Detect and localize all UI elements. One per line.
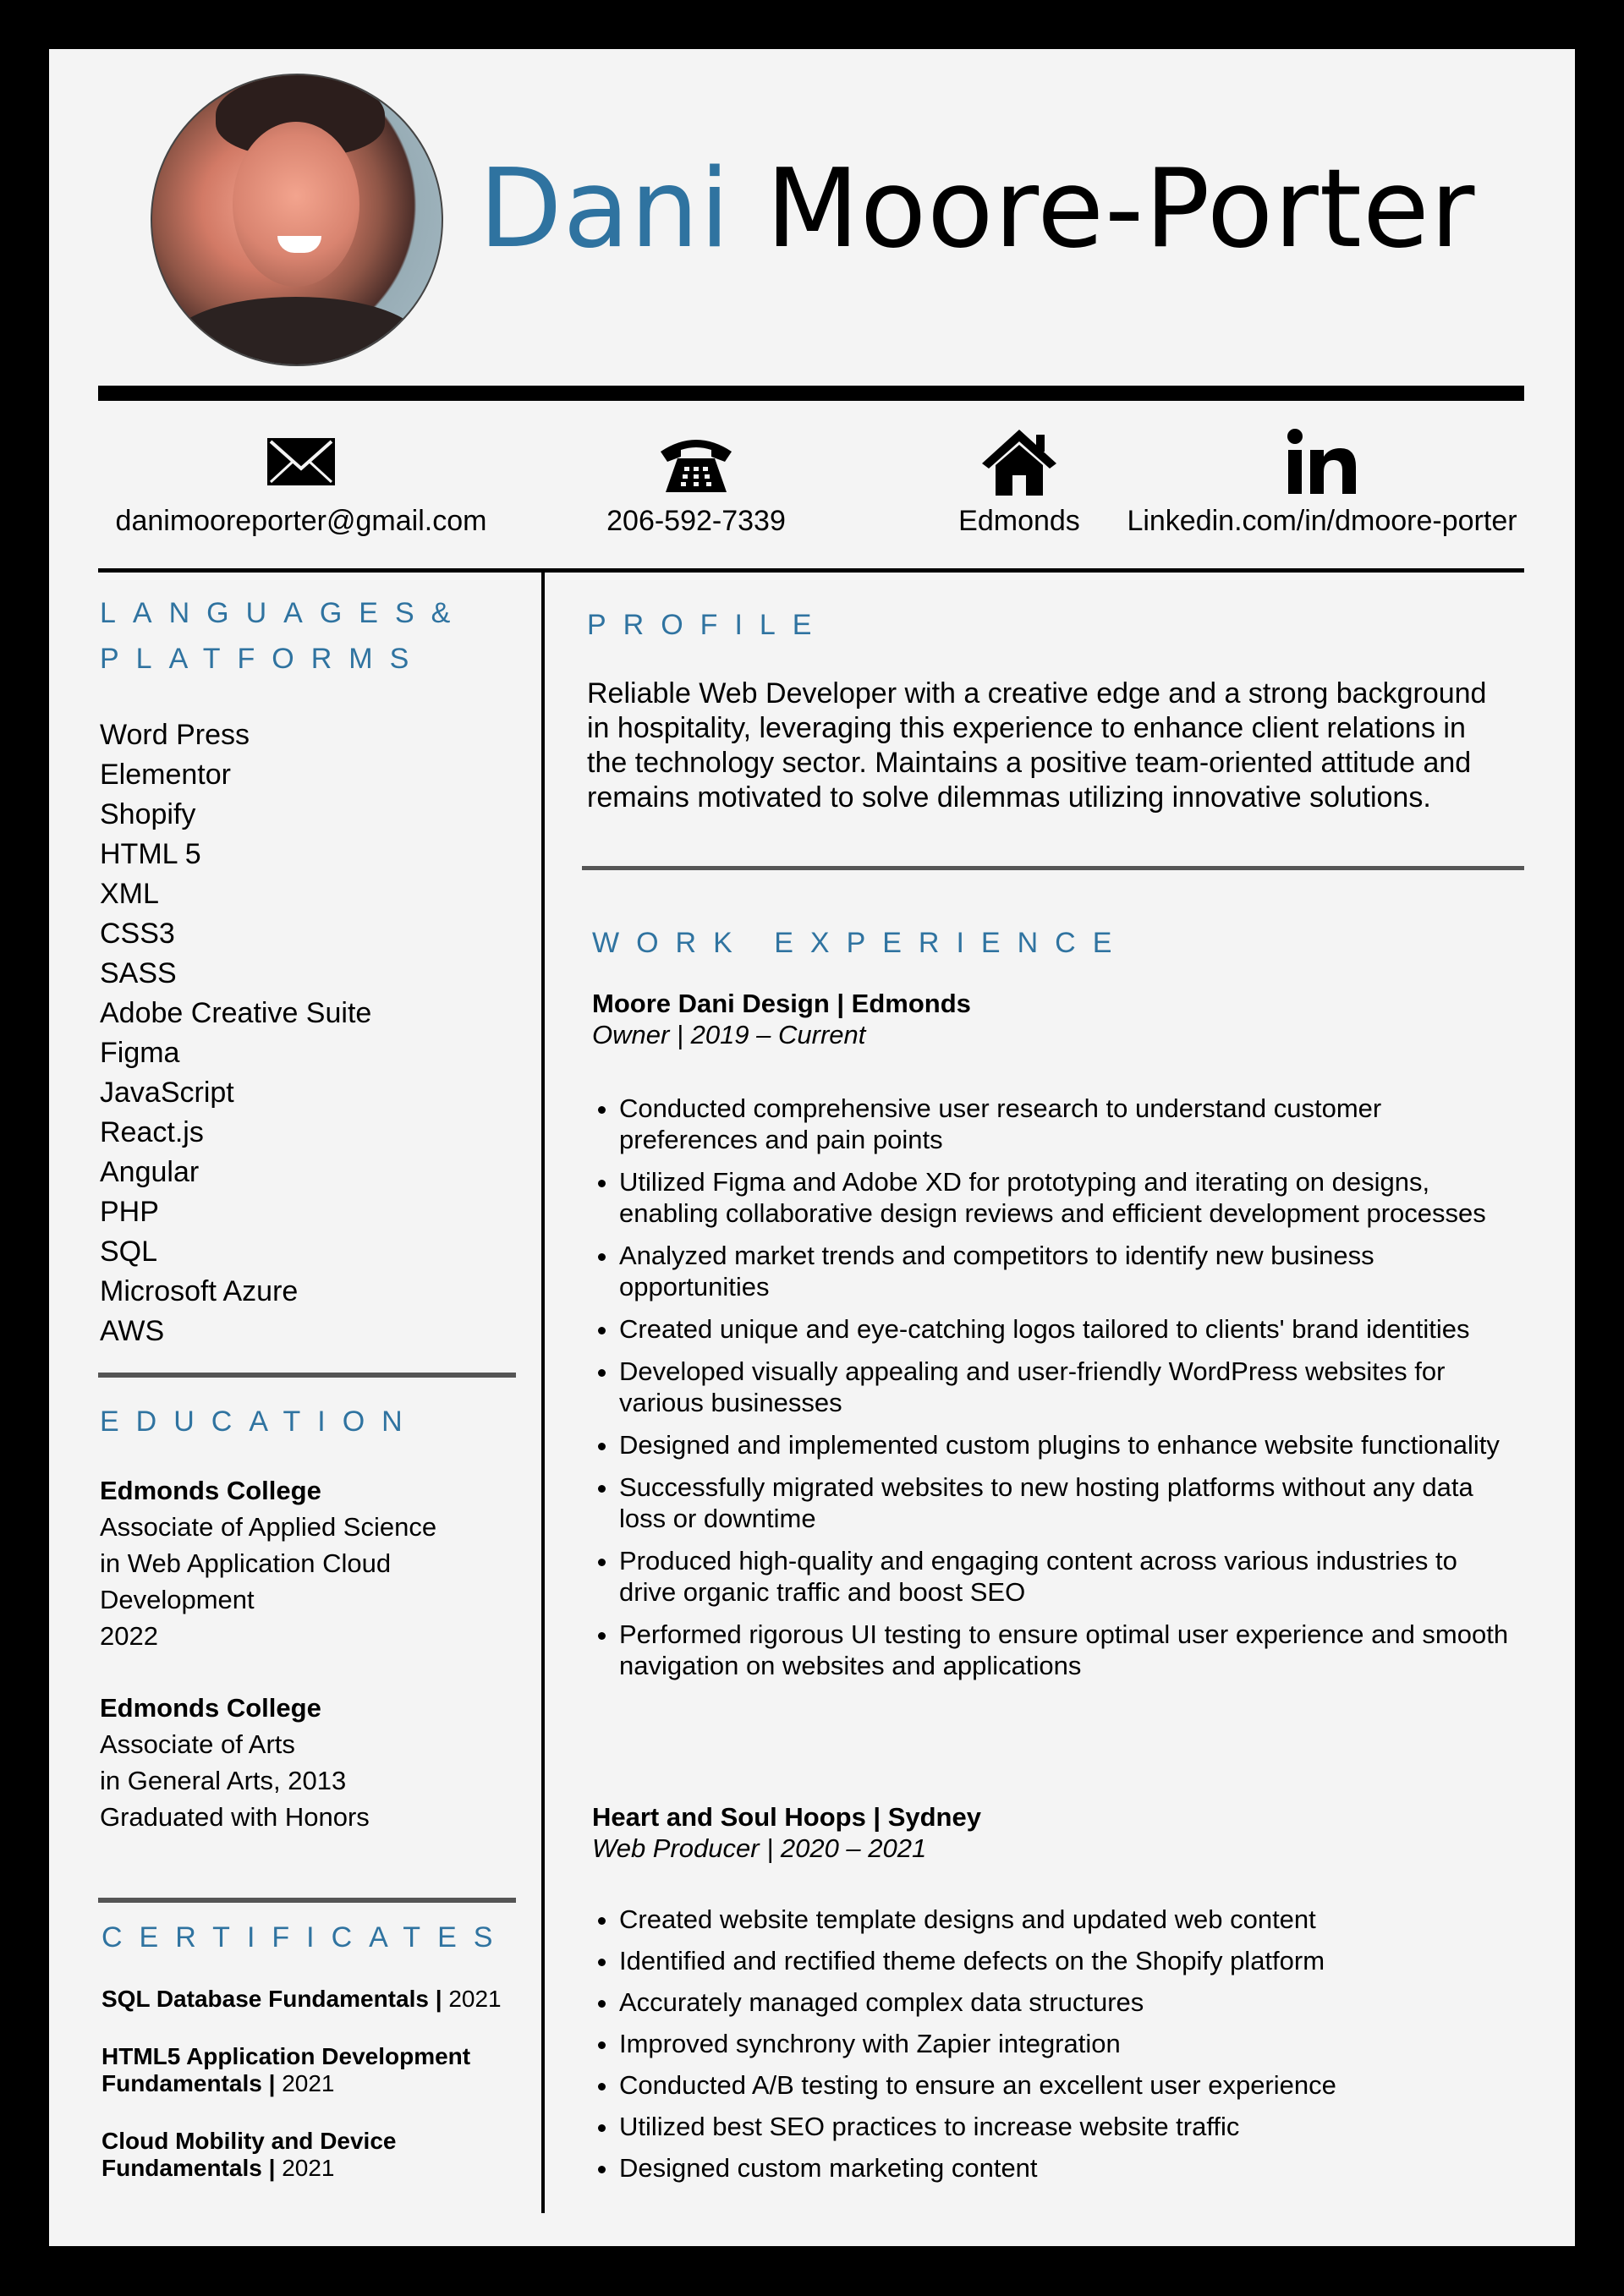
city-text: Edmonds (958, 505, 1080, 537)
certificate-item: Cloud Mobility and Device Fundamentals | 2021 (102, 2128, 397, 2181)
certificate-year: 2021 (282, 2155, 335, 2181)
contact-email[interactable] (98, 421, 504, 538)
certificates-heading: CERTIFICATES (102, 1921, 510, 1954)
certificate-name: SQL Database Fundamentals (102, 1986, 429, 2012)
list-item: Word Press (100, 719, 250, 751)
certificate-name: HTML5 Application Development Fundamentals (102, 2043, 471, 2096)
linkedin-text: Linkedin.com/in/dmoore-porter (1127, 505, 1517, 537)
list-item: Microsoft Azure (100, 1275, 299, 1307)
list-item: • Conducted A/B testing to ensure an excellent user experience (619, 2069, 1516, 2101)
degree-line: Development (100, 1585, 255, 1614)
profile-photo (151, 74, 443, 366)
degree-line: Associate of Arts (100, 1729, 295, 1759)
school-name: Edmonds College (100, 1476, 321, 1505)
phone-text: 206-592-7339 (606, 505, 786, 537)
certificate-year: 2021 (282, 2070, 335, 2096)
list-item: PHP (100, 1196, 159, 1228)
degree-line: in Web Application Cloud (100, 1548, 392, 1578)
home-icon (979, 421, 1060, 502)
list-item: • Successfully migrated websites to new hosting platforms without any data loss or downtime (619, 1471, 1516, 1534)
job-bullets (592, 1904, 1516, 2194)
list-item: • Accurately managed complex data structures (619, 1986, 1516, 2018)
list-item: • Created website template designs and updated web content (619, 1904, 1516, 1935)
profile-heading: PROFILE (587, 609, 829, 641)
job-bullets (592, 1093, 1516, 1692)
full-name (479, 146, 1476, 272)
list-item: • Utilized best SEO practices to increase website traffic (619, 2111, 1516, 2142)
contact-divider (98, 568, 1524, 573)
work-experience-heading: WORK EXPERIENCE (592, 927, 1129, 959)
list-item: • Improved synchrony with Zapier integration (619, 2028, 1516, 2059)
contact-phone[interactable] (535, 421, 857, 538)
list-item: • Designed and implemented custom plugins to enhance website functionality (619, 1429, 1516, 1460)
certificate-year: 2021 (448, 1986, 502, 2012)
education-entry (100, 1690, 370, 1835)
list-item: Adobe Creative Suite (100, 997, 372, 1029)
certificate-name: Cloud Mobility and Device Fundamentals (102, 2128, 397, 2181)
school-name: Edmonds College (100, 1693, 321, 1723)
degree-year: 2022 (100, 1621, 158, 1651)
header-divider (98, 386, 1524, 401)
list-item: Elementor (100, 759, 231, 791)
list-item: Angular (100, 1156, 200, 1188)
column-divider (541, 573, 545, 2213)
certificate-item: HTML5 Application Development Fundamentals | 2021 (102, 2043, 471, 2096)
list-item: • Created unique and eye-catching logos tailored to clients' brand identities (619, 1313, 1516, 1345)
email-text: danimooreporter@gmail.com (115, 505, 487, 537)
list-item: Shopify (100, 798, 196, 830)
list-item: • Produced high-quality and engaging content across various industries to drive organic traffic and boost SEO (619, 1545, 1516, 1608)
profile-divider (582, 866, 1524, 870)
skills-divider (98, 1373, 516, 1378)
envelope-icon (261, 421, 342, 502)
list-item: AWS (100, 1315, 165, 1347)
certificate-item: SQL Database Fundamentals | 2021 (102, 1986, 502, 2012)
list-item: CSS3 (100, 918, 175, 950)
education-divider (98, 1898, 516, 1903)
list-item: • Utilized Figma and Adobe XD for prototyping and iterating on designs, enabling collaborative design reviews and efficient development processes (619, 1166, 1516, 1229)
degree-line: Associate of Applied Science (100, 1512, 437, 1542)
list-item: SASS (100, 957, 177, 989)
contact-linkedin[interactable] (1098, 421, 1546, 538)
education-entry (100, 1472, 436, 1654)
list-item: • Conducted comprehensive user research to understand customer preferences and pain points (619, 1093, 1516, 1155)
job-role: Owner | 2019 – Current (592, 1020, 866, 1049)
list-item: • Designed custom marketing content (619, 2152, 1516, 2184)
profile-summary: Reliable Web Developer with a creative edge and a strong background in hospitality, leveraging this experience to enhance client relations in the technology sector. Maintains a positive team-oriented attitude and remains motivated to solve dilemmas utilizing innovative solutions. (587, 677, 1487, 814)
list-item: React.js (100, 1116, 204, 1148)
list-item: • Developed visually appealing and user-friendly WordPress websites for various businesses (619, 1356, 1516, 1418)
skills-list (100, 715, 371, 1351)
list-item: XML (100, 878, 159, 910)
list-item: • Identified and rectified theme defects on the Shopify platform (619, 1945, 1516, 1976)
education-heading: EDUCATION (100, 1406, 420, 1438)
list-item: SQL (100, 1236, 158, 1268)
list-item: Figma (100, 1037, 180, 1069)
job-title: Heart and Soul Hoops | Sydney (592, 1802, 981, 1832)
list-item: • Performed rigorous UI testing to ensure optimal user experience and smooth navigation on websites and applications (619, 1619, 1516, 1681)
last-name: Moore-Porter (765, 146, 1476, 272)
list-item: HTML 5 (100, 838, 201, 870)
languages-heading: LANGUAGES& PLATFORMS (100, 597, 468, 675)
phone-icon (656, 421, 737, 502)
first-name: Dani (479, 146, 731, 272)
list-item: • Analyzed market trends and competitors to identify new business opportunities (619, 1240, 1516, 1302)
job-role: Web Producer | 2020 – 2021 (592, 1833, 927, 1863)
job-title: Moore Dani Design | Edmonds (592, 989, 971, 1018)
degree-line: Graduated with Honors (100, 1802, 370, 1832)
linkedin-icon (1281, 421, 1363, 502)
degree-line: in General Arts, 2013 (100, 1766, 347, 1795)
list-item: JavaScript (100, 1077, 234, 1109)
resume-page (49, 49, 1575, 2246)
